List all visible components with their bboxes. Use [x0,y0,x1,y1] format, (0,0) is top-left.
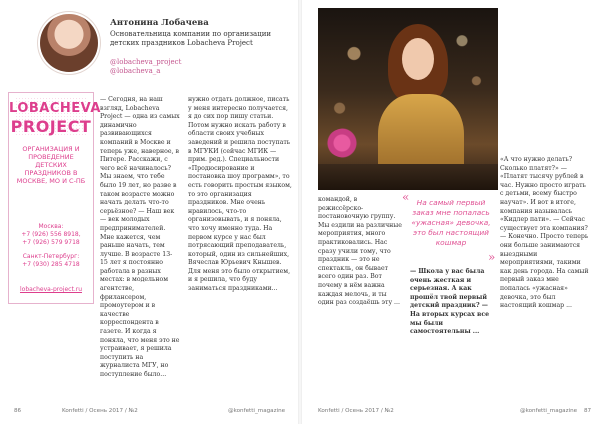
instagram-handle-personal[interactable]: @lobacheva_a [110,67,161,75]
article-text: «А что нужно делать? Сколько платят?» — «Платят тысячу рублей в час. Нужно просто играть с детьми, всему быстро научат». И вот в итоге, компания называлась «Кидлер пати». — Сейчас существует эта компания? — Конечно. Просто теперь они больше занимаются выездными мероприятиями, такими как день города. На самый первый заказ мне попалась «ужасная» девочка, это был настоящий кошмар ... [500,156,589,310]
article-column-3 [318,196,402,396]
spb-label: Санкт-Петербург: [22,253,80,260]
magazine-handle-left[interactable]: @konfetti_magazine [228,408,286,414]
article-column-4 [410,268,492,400]
page-number-left: 86 [14,408,22,414]
page-spine [298,0,302,424]
instagram-handle-company[interactable]: @lobacheva_project [110,58,182,66]
author-name: Антонина Лобачева [110,18,209,28]
page-number-right: 87 [584,408,592,414]
quote-open-mark: « [402,190,410,204]
spb-phone[interactable]: +7 (930) 285 4718 [22,261,80,268]
photo-table [318,164,498,190]
article-column-1 [100,96,180,396]
photo-face [402,38,434,80]
magazine-handle-right[interactable]: @konfetti_magazine [520,408,578,414]
logo-text-project: PROJECT [10,117,92,136]
magazine-issue-right: Konfetti / Осень 2017 / №2 [318,408,394,414]
quote-close-mark: » [488,250,496,264]
article-column-5 [500,156,590,402]
magazine-issue-left: Konfetti / Осень 2017 / №2 [62,408,138,414]
company-sidebar [8,92,101,304]
portrait-photo [318,8,498,190]
article-column-2 [188,96,292,396]
photo-flowers [326,128,366,158]
moscow-label: Москва: [38,223,64,230]
moscow-phone-2[interactable]: +7 (926) 579 9718 [22,239,80,246]
author-description: Основательница компании по организации детских праздников Lobacheva Project [110,30,272,47]
moscow-phone-1[interactable]: +7 (926) 556 8918, [21,231,81,238]
article-text: нужно отдать должное, писать у меня интересно получается, я до сих пор пишу статьи. Потом нужно искать работу в области своих учебных заведений и решила поступать в МГУКИ (сейчас МГИК — прим. ред.). Специальности «Продюсирование и постановка шоу программ», то есть говорить простым языком, то это организация праздников. Мне очень нравилось, что-то организовывать, и я поняла, что хочу именно туда. На первом курсе у нас был потрясающий преподаватель, который, один из сильнейших, Вячеслав Юрьевич Кнышев. Для меня это было открытием, и я решила, что буду заниматься праздниками... [188,96,292,293]
article-text: — Сегодня, на наш взгляд, Lobacheva Project — одна из самых динамично развивающихся компаний в Москве и теперь уже, наверное, в Питере. Расскажи, с чего всё начиналось? Мы знаем, что тебе было 19 лет, но разве в таком возрасте можно начать делать что-то серьёзное? — Наш век — век молодых предпринимателей. Мне кажется, чем раньше начать, тем лучше. В возрасте 13-15 лет я постоянно работала в разных местах: в модельном агентстве, фрилансером, промоутером и в качестве корреспондента в газете. И когда я поняла, что меня это не устраивает, я решила поступить на журналиста МГУ, но поступление было... [100,96,180,378]
company-description: ОРГАНИЗАЦИЯ И ПРОВЕДЕНИЕ ДЕТСКИХ ПРАЗДНИКОВ В МОСКВЕ, МО И С-ПБ [16,145,86,185]
article-text: командой, в режиссёрско-постановочную группу. Мы ездили на различные мероприятия, много практиковались. Нас сразу учили тому, что праздник — это не спектакль, он бывает всего один раз. Вот почему в нём важна каждая мелочь, и ты один раз создаёшь эту ... [318,196,402,307]
company-website-link[interactable]: lobacheva-project.ru [19,286,82,293]
logo-text-lobacheva: LOBACHEVA [9,101,101,116]
pull-quote: На самый первый заказ мне попалась «ужасная» девочка, это был настоящий кошмар [411,198,491,247]
author-avatar [40,14,98,72]
article-text: — Школа у вас была очень жесткая и серьезная. А как прошёл твой первый детский праздник? — На вторых курсах все мы были самостоятельны ... [410,268,490,336]
